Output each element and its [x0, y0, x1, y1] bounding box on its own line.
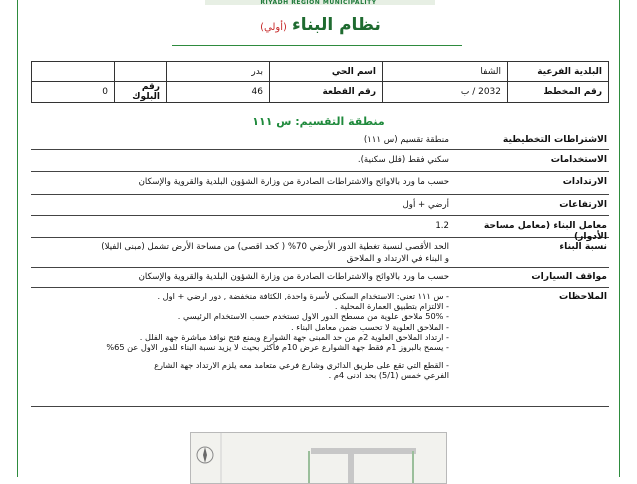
- requirement-label: نسبة البناء: [559, 241, 607, 252]
- note-item: - س ١١١ تعني: الاستخدام السكني لأسرة واحدة, الكثافة منخفضة , دور ارضي + اول .: [157, 291, 449, 301]
- note-item: - ارتداد الملاحق العلوية 2م من حد المبنى جهة الشوارع ويمنع فتح نوافذ مباشرة جهة الفلل .: [139, 331, 449, 342]
- requirement-value: سكني فقط (فلل سكنية).: [357, 155, 449, 165]
- requirement-value: أرضي + أول: [402, 200, 449, 210]
- sub-municipality-value: الشفا: [383, 62, 508, 82]
- plan-no-label: رقم المخطط: [508, 82, 609, 103]
- sub-municipality-label: البلدية الفرعية: [508, 62, 609, 82]
- requirement-label: الاشتراطات التخطيطية: [502, 134, 607, 145]
- empty-cell: [32, 62, 115, 82]
- parcel-no-value: 46: [167, 82, 270, 103]
- district-label: اسم الحي: [270, 62, 383, 82]
- requirement-row: [31, 195, 609, 216]
- requirement-row: [31, 238, 609, 268]
- requirement-value: حسب ما ورد بالاوائح والاشتراطات الصادرة من وزارة الشؤون البلدية والقروية والإسكان: [138, 272, 449, 282]
- note-item: - الملاحق العلوية لا تحسب ضمن معامل البناء .: [291, 321, 449, 332]
- notes-row: [31, 288, 609, 407]
- parcel-row-2: [32, 82, 609, 103]
- site-map-drawing: [191, 433, 446, 483]
- requirement-row: [31, 172, 609, 195]
- plan-no-value: 2032 / ب: [383, 82, 508, 103]
- requirement-row: [31, 150, 609, 172]
- left-border-line: [17, 0, 18, 477]
- requirement-row: [31, 131, 609, 150]
- requirement-row: [31, 216, 609, 242]
- note-spacer: [31, 352, 449, 360]
- district-value: بدر: [167, 62, 270, 82]
- requirement-label: الارتدادات: [562, 176, 607, 187]
- parcel-info-table: [31, 61, 609, 103]
- parcel-no-label: رقم القطعة: [270, 82, 383, 103]
- requirements-list: [31, 131, 609, 407]
- requirement-value: حسب ما ورد بالاوائح والاشتراطات الصادرة من وزارة الشؤون البلدية والقروية والإسكان: [138, 177, 449, 187]
- block-no-value: 0: [32, 82, 115, 103]
- requirement-value-line: الحد الأقصى لنسبة تغطية الدور الأرضي 70% ( كحد اقصى) من مساحة الأرض تشمل (مبنى الفيلا): [101, 242, 449, 252]
- note-item: - 50% ملاحق علوية من مسطح الدور الاول تستخدم حسب الاستخدام الرئيسي .: [177, 311, 449, 322]
- requirement-value: 1.2: [435, 221, 449, 231]
- title-underline: [172, 45, 462, 46]
- municipality-caption: RIYADH REGION MUNICIPALITY: [260, 0, 377, 6]
- title-subtitle: (أولي): [260, 22, 287, 33]
- site-map-thumbnail: [190, 432, 447, 484]
- right-border-line: [619, 0, 620, 477]
- page-title: [0, 15, 637, 35]
- requirement-value: [31, 238, 449, 265]
- note-item: الفرعي خمس (5/1) بحد ادنى 4م .: [328, 370, 449, 381]
- parcel-row-1: [32, 62, 609, 82]
- notes-label: الملاحظات: [559, 291, 607, 302]
- empty-cell: [115, 62, 167, 82]
- requirement-row: [31, 268, 609, 288]
- note-item: - الالتزام بتطبيق العمارة المحلية .: [334, 301, 449, 312]
- requirement-label: مواقف السيارات: [531, 271, 607, 282]
- requirement-value: منطقة تقسيم (س ١١١): [363, 135, 449, 145]
- note-item: - القطع التي تقع على طريق الدائري وشارع فرعي متعامد معه يلزم الارتداد جهة الشارع: [154, 360, 449, 371]
- notes-list: [31, 288, 449, 381]
- zone-title: منطقة التقسيم: س ١١١: [252, 115, 385, 128]
- block-no-label: رقم البلوك: [115, 82, 167, 103]
- requirement-label: معامل البناء (معامل مساحة الأدوار): [483, 220, 607, 242]
- title-text: نظام البناء: [292, 15, 381, 35]
- requirement-label: الارتفاعات: [559, 199, 607, 210]
- note-item: - يسمح بالبروز 1م فقط جهة الشوارع عرض 10م فأكثر بحيث لا يزيد نسبة البناء للدور الاول عن 65%: [106, 342, 449, 353]
- requirement-value-line: و البناء في الارتداد و الملاحق: [346, 254, 449, 264]
- requirement-label: الاستخدامات: [550, 154, 607, 165]
